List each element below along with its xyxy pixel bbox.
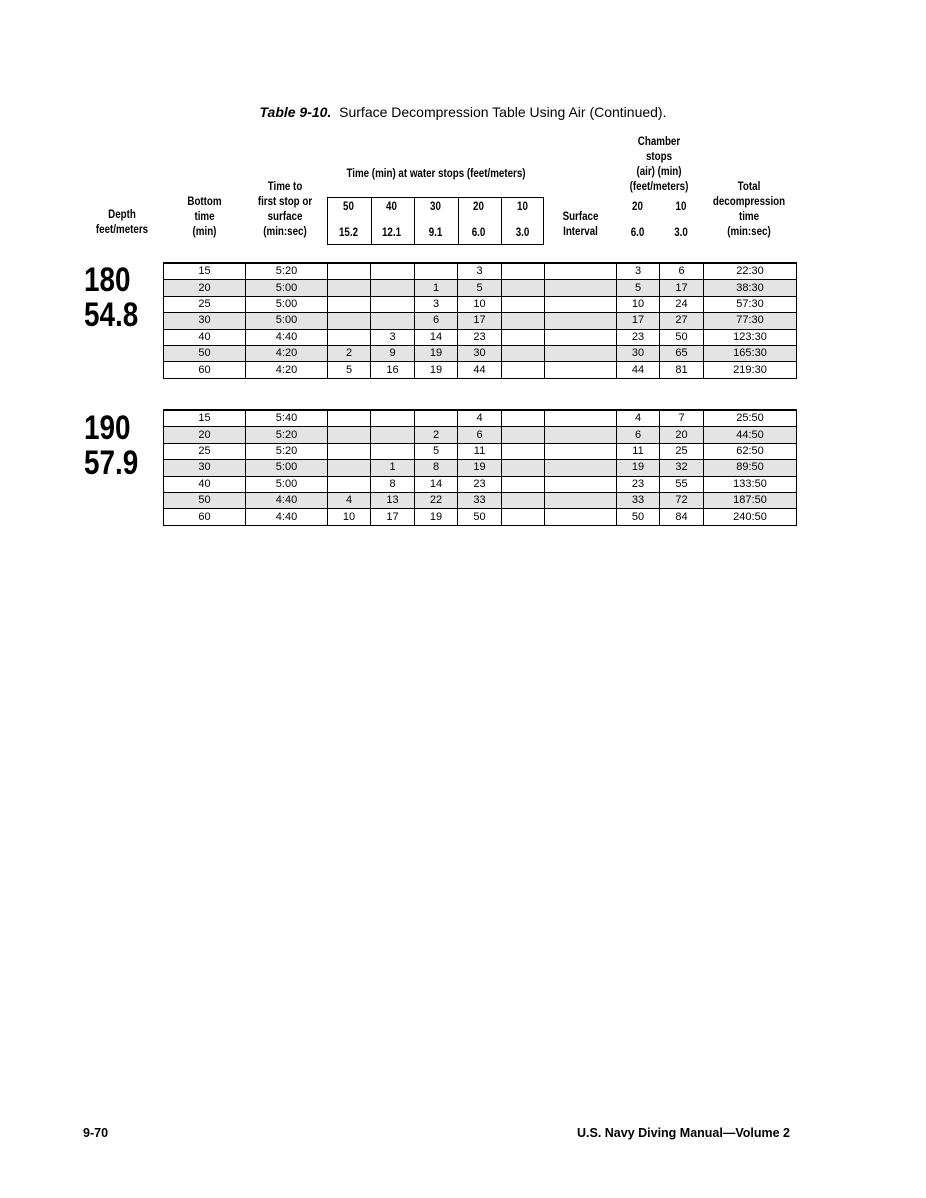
- table-cell: [502, 280, 545, 296]
- header-chamber-stops: Chamber stops (air) (min) (feet/meters): [629, 136, 689, 193]
- table-cell: 5:00: [246, 460, 328, 476]
- table-cell: 24: [660, 296, 704, 312]
- table-cell: 17: [458, 313, 502, 329]
- table-label: Table 9-10.: [259, 104, 332, 120]
- chamber-stop-meters-6-0: 6.0: [630, 227, 645, 239]
- table-cell: 25: [164, 443, 246, 459]
- decompression-table-180: [163, 262, 797, 379]
- table-cell: [502, 313, 545, 329]
- table-cell: 219:30: [704, 362, 797, 378]
- table-cell: 55: [660, 476, 704, 492]
- table-cell: 30: [164, 460, 246, 476]
- table-cell: 19: [415, 345, 458, 361]
- table-cell: [545, 296, 617, 312]
- table-row: [164, 476, 797, 492]
- header-depth: Depth feet/meters: [95, 209, 149, 236]
- table-cell: 50: [164, 345, 246, 361]
- table-row: [164, 313, 797, 329]
- table-cell: [545, 345, 617, 361]
- table-cell: 5: [328, 362, 371, 378]
- table-cell: 17: [617, 313, 660, 329]
- table-cell: 30: [164, 313, 246, 329]
- water-stop-meters-3-0: 3.0: [515, 227, 530, 239]
- table-cell: [545, 509, 617, 525]
- table-cell: 50: [617, 509, 660, 525]
- depth-meters: 57.9: [84, 444, 139, 482]
- table-cell: 3: [617, 263, 660, 280]
- table-cell: [415, 410, 458, 427]
- table-cell: [545, 329, 617, 345]
- table-cell: 240:50: [704, 509, 797, 525]
- table-cell: 5:00: [246, 476, 328, 492]
- water-stop-feet-20: 20: [473, 201, 484, 213]
- header-water-stops: Time (min) at water stops (feet/meters): [346, 168, 526, 180]
- table-cell: [328, 263, 371, 280]
- table-cell: 15: [164, 410, 246, 427]
- depth-meters: 54.8: [84, 296, 139, 334]
- table-cell: [371, 313, 415, 329]
- water-stop-feet-30: 30: [430, 201, 441, 213]
- table-cell: 165:30: [704, 345, 797, 361]
- table-cell: 77:30: [704, 313, 797, 329]
- table-cell: 57:30: [704, 296, 797, 312]
- table-cell: [502, 329, 545, 345]
- table-cell: [502, 427, 545, 443]
- table-cell: 9: [371, 345, 415, 361]
- table-cell: 22: [415, 492, 458, 508]
- table-cell: 6: [660, 263, 704, 280]
- table-cell: [371, 296, 415, 312]
- table-cell: 10: [328, 509, 371, 525]
- table-cell: [545, 263, 617, 280]
- table-cell: [502, 345, 545, 361]
- table-cell: 14: [415, 329, 458, 345]
- table-cell: 23: [617, 329, 660, 345]
- table-row: [164, 410, 797, 427]
- table-cell: 44: [617, 362, 660, 378]
- table-row: [164, 460, 797, 476]
- table-cell: [545, 280, 617, 296]
- table-cell: 4:40: [246, 509, 328, 525]
- table-cell: 30: [617, 345, 660, 361]
- table-title: [0, 104, 926, 120]
- table-cell: 5:20: [246, 443, 328, 459]
- table-cell: 5:20: [246, 427, 328, 443]
- table-cell: 3: [371, 329, 415, 345]
- depth-feet: 180: [84, 261, 131, 299]
- table-cell: [545, 427, 617, 443]
- table-cell: 2: [328, 345, 371, 361]
- table-cell: 20: [164, 280, 246, 296]
- table-cell: 4: [458, 410, 502, 427]
- table-cell: 7: [660, 410, 704, 427]
- table-cell: 11: [617, 443, 660, 459]
- table-cell: 4:20: [246, 345, 328, 361]
- table-cell: 23: [458, 329, 502, 345]
- table-cell: 17: [371, 509, 415, 525]
- table-cell: [502, 476, 545, 492]
- table-cell: 25:50: [704, 410, 797, 427]
- table-caption: Surface Decompression Table Using Air (Continued).: [339, 104, 667, 120]
- table-cell: 4:20: [246, 362, 328, 378]
- table-cell: 81: [660, 362, 704, 378]
- table-cell: 50: [458, 509, 502, 525]
- table-cell: 10: [458, 296, 502, 312]
- table-row: [164, 263, 797, 280]
- table-cell: 20: [660, 427, 704, 443]
- table-cell: 89:50: [704, 460, 797, 476]
- chamber-stop-feet-10: 10: [675, 201, 687, 213]
- table-cell: 50: [164, 492, 246, 508]
- table-cell: 13: [371, 492, 415, 508]
- table-cell: 6: [458, 427, 502, 443]
- table-cell: 3: [458, 263, 502, 280]
- table-cell: [502, 492, 545, 508]
- table-cell: 187:50: [704, 492, 797, 508]
- table-cell: 5: [415, 443, 458, 459]
- table-cell: [502, 296, 545, 312]
- table-cell: [371, 280, 415, 296]
- table-cell: 123:30: [704, 329, 797, 345]
- table-cell: [371, 263, 415, 280]
- table-cell: [545, 492, 617, 508]
- table-cell: [545, 443, 617, 459]
- table-cell: 6: [415, 313, 458, 329]
- table-cell: [328, 329, 371, 345]
- table-cell: 8: [371, 476, 415, 492]
- table-cell: 27: [660, 313, 704, 329]
- table-cell: 33: [458, 492, 502, 508]
- table-cell: 133:50: [704, 476, 797, 492]
- table-cell: [502, 410, 545, 427]
- table-cell: [328, 476, 371, 492]
- table-cell: 2: [415, 427, 458, 443]
- header-surface-interval: Surface Interval: [562, 211, 599, 238]
- table-cell: [502, 509, 545, 525]
- table-cell: 72: [660, 492, 704, 508]
- table-cell: 11: [458, 443, 502, 459]
- table-cell: [502, 460, 545, 476]
- water-stop-meters-6-0: 6.0: [471, 227, 486, 239]
- table-row: [164, 509, 797, 525]
- table-cell: 5: [617, 280, 660, 296]
- table-cell: 60: [164, 362, 246, 378]
- table-cell: 1: [371, 460, 415, 476]
- water-stop-meters-15-2: 15.2: [338, 227, 359, 239]
- table-row: [164, 427, 797, 443]
- depth-feet: 190: [84, 409, 131, 447]
- table-cell: 32: [660, 460, 704, 476]
- table-row: [164, 280, 797, 296]
- table-cell: 30: [458, 345, 502, 361]
- table-cell: [545, 460, 617, 476]
- table-cell: [328, 427, 371, 443]
- chamber-stop-feet-20: 20: [632, 201, 643, 213]
- water-stop-meters-12-1: 12.1: [381, 227, 402, 239]
- table-row: [164, 492, 797, 508]
- table-cell: 8: [415, 460, 458, 476]
- table-cell: 50: [660, 329, 704, 345]
- table-cell: 23: [617, 476, 660, 492]
- table-cell: [545, 476, 617, 492]
- table-cell: 44:50: [704, 427, 797, 443]
- table-cell: 5:40: [246, 410, 328, 427]
- table-cell: 19: [617, 460, 660, 476]
- table-cell: [415, 263, 458, 280]
- table-cell: 65: [660, 345, 704, 361]
- table-row: [164, 329, 797, 345]
- table-cell: [545, 410, 617, 427]
- table-cell: 5:00: [246, 313, 328, 329]
- water-stop-feet-10: 10: [517, 201, 528, 213]
- table-cell: 15: [164, 263, 246, 280]
- manual-title: U.S. Navy Diving Manual—Volume 2: [576, 1126, 790, 1140]
- table-cell: 62:50: [704, 443, 797, 459]
- table-cell: [328, 296, 371, 312]
- header-time-to-first-stop: Time to first stop or surface (min:sec): [257, 181, 313, 238]
- table-cell: 20: [164, 427, 246, 443]
- table-cell: 60: [164, 509, 246, 525]
- table-cell: [502, 443, 545, 459]
- water-stop-feet-50: 50: [343, 201, 354, 213]
- table-cell: [371, 427, 415, 443]
- table-cell: [328, 443, 371, 459]
- table-cell: [371, 443, 415, 459]
- table-cell: [545, 362, 617, 378]
- table-cell: [328, 410, 371, 427]
- table-row: [164, 296, 797, 312]
- table-cell: 1: [415, 280, 458, 296]
- table-cell: 16: [371, 362, 415, 378]
- header-total-decompression-time: Total decompression time (min:sec): [712, 181, 786, 238]
- table-cell: 5: [458, 280, 502, 296]
- decompression-table-190: [163, 409, 797, 526]
- water-stop-feet-40: 40: [386, 201, 397, 213]
- table-cell: [371, 410, 415, 427]
- table-cell: 44: [458, 362, 502, 378]
- table-cell: 5:00: [246, 280, 328, 296]
- table-cell: 25: [660, 443, 704, 459]
- table-cell: 38:30: [704, 280, 797, 296]
- table-cell: 4:40: [246, 329, 328, 345]
- page-number: 9-70: [83, 1126, 109, 1140]
- chamber-stop-meters-3-0: 3.0: [674, 227, 688, 239]
- table-cell: 19: [415, 362, 458, 378]
- table-cell: 10: [617, 296, 660, 312]
- table-cell: 40: [164, 329, 246, 345]
- table-cell: 40: [164, 476, 246, 492]
- table-cell: 4:40: [246, 492, 328, 508]
- table-cell: 17: [660, 280, 704, 296]
- table-cell: [502, 362, 545, 378]
- table-body: [164, 410, 797, 525]
- table-cell: [545, 313, 617, 329]
- table-cell: [328, 313, 371, 329]
- table-cell: 23: [458, 476, 502, 492]
- table-cell: 14: [415, 476, 458, 492]
- table-cell: 84: [660, 509, 704, 525]
- table-cell: 3: [415, 296, 458, 312]
- table-cell: [328, 280, 371, 296]
- table-body: [164, 263, 797, 378]
- table-cell: 19: [415, 509, 458, 525]
- table-cell: 4: [617, 410, 660, 427]
- table-cell: [502, 263, 545, 280]
- water-stop-meters-9-1: 9.1: [428, 227, 443, 239]
- table-cell: [328, 460, 371, 476]
- table-cell: 5:00: [246, 296, 328, 312]
- header-bottom-time: Bottom time (min): [187, 196, 222, 238]
- table-cell: 5:20: [246, 263, 328, 280]
- table-cell: 25: [164, 296, 246, 312]
- table-row: [164, 345, 797, 361]
- table-cell: 6: [617, 427, 660, 443]
- table-row: [164, 443, 797, 459]
- table-cell: 19: [458, 460, 502, 476]
- table-cell: 22:30: [704, 263, 797, 280]
- table-row: [164, 362, 797, 378]
- table-cell: 4: [328, 492, 371, 508]
- table-cell: 33: [617, 492, 660, 508]
